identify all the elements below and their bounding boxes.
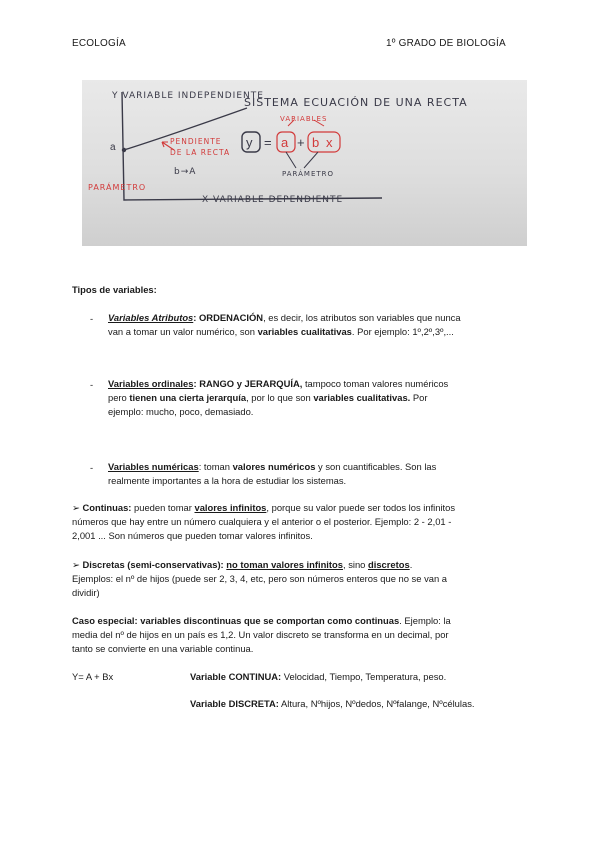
point-a-label: a bbox=[110, 142, 116, 153]
parametro-connector bbox=[286, 152, 318, 168]
line-equation-sketch bbox=[82, 80, 527, 246]
key-discretas: Discretas (semi-conservativas): bbox=[82, 559, 224, 570]
key-caso-especial: Caso especial: variables discontinuas que se comportan como continuas bbox=[72, 615, 400, 626]
handwritten-diagram-photo bbox=[82, 80, 527, 246]
term-atributos: Variables Atributos bbox=[108, 312, 194, 323]
bullet2-dash: - bbox=[90, 379, 94, 390]
b-arrow-label: b→A bbox=[174, 167, 197, 177]
term-numericas: Variables numéricas bbox=[108, 461, 199, 472]
key-jerarquia: tienen una cierta jerarquía bbox=[129, 392, 247, 403]
term-ordinales: Variables ordinales bbox=[108, 378, 194, 389]
bullet-ordinales: Variables ordinales: RANGO y JERARQUÍA, tampoco toman valores numéricos pero tienen una cierta jerarquía, por lo que son variables cualitativas. Por ejemplo: mucho, poco, demasiado. bbox=[108, 378, 449, 417]
y-axis-label: Y VARIABLE INDEPENDIENTE bbox=[112, 91, 264, 101]
eq-x: x bbox=[326, 135, 333, 150]
paragraph-caso-especial: Caso especial: variables discontinuas que se comportan como continuas. Ejemplo: la media del nº de hijos en un país es 1,2. Un valor discreto se transforma en un decimal, por tanto se convierte en una variable continua. bbox=[72, 615, 451, 654]
eq-y: y bbox=[246, 135, 253, 150]
bullet-numericas: Variables numéricas: toman valores numéricos y son cuantificables. Son las realmente importantes a la hora de estudiar los sistemas. bbox=[108, 461, 437, 486]
key-rango: RANGO y JERARQUÍA, bbox=[199, 378, 303, 389]
discreta-examples: Variable DISCRETA: Altura, Nºhijos, Nºdedos, Nºfalange, Nºcélulas. bbox=[190, 698, 475, 709]
x-axis-label: X VARIABLE DEPENDIENTE bbox=[202, 195, 344, 205]
bullet-atributos: Variables Atributos: ORDENACIÓN, es decir, los atributos son variables que nunca van a tomar un valor numérico, son variables cualitativas. Por ejemplo: 1º,2º,3º,... bbox=[108, 312, 461, 337]
pendiente-label-1: PENDIENTE bbox=[170, 137, 222, 146]
eq-a: a bbox=[281, 135, 289, 150]
bullet3-dash: - bbox=[90, 462, 94, 473]
line-equation-formula: Y= A + Bx bbox=[72, 671, 114, 682]
parametro-left-label: PARÁMETRO bbox=[88, 183, 147, 192]
eq-plus: + bbox=[297, 135, 305, 150]
continua-examples: Variable CONTINUA: Velocidad, Tiempo, Temperatura, peso. bbox=[190, 671, 447, 682]
key-valores-infinitos: valores infinitos bbox=[194, 502, 267, 513]
paragraph-discretas: ➢ Discretas (semi-conservativas): no toman valores infinitos, sino discretos. Ejemplos: el nº de hijos (puede ser 2, 3, 4, etc, pero son números enteros que no se van a dividir) bbox=[72, 559, 447, 598]
paragraph-continuas: ➢ Continuas: pueden tomar valores infinitos, porque su valor puede ser todos los infinitos números que hay entre un número cualquiera y el anterior o el posterior. Ejemplo: 2 - 2,01 - 2,001 ... Son números que pueden tomar valores infinitos. bbox=[72, 502, 456, 541]
key-cualitativas-1: variables cualitativas bbox=[257, 326, 352, 337]
intercept-point bbox=[122, 148, 126, 152]
header-subject: ECOLOGÍA bbox=[72, 38, 126, 49]
bullet1-dash: - bbox=[90, 313, 94, 324]
header-grade: 1º GRADO DE BIOLOGÍA bbox=[386, 38, 506, 49]
photo-title: SISTEMA ECUACIÓN DE UNA RECTA bbox=[244, 96, 468, 109]
variables-label: VARIABLES bbox=[280, 115, 328, 123]
parametro-eq-label: PARÁMETRO bbox=[282, 170, 335, 178]
key-no-infinitos: no toman valores infinitos bbox=[226, 559, 343, 570]
key-cualitativas-2: variables cualitativas. bbox=[313, 392, 411, 403]
key-discretos: discretos bbox=[368, 559, 410, 570]
pendiente-label-2: DE LA RECTA bbox=[170, 148, 231, 157]
label-variable-continua: Variable CONTINUA: bbox=[190, 671, 282, 682]
key-valores-numericos: valores numéricos bbox=[232, 461, 316, 472]
eq-equals: = bbox=[264, 135, 272, 150]
eq-b: b bbox=[312, 135, 320, 150]
label-variable-discreta: Variable DISCRETA: bbox=[190, 698, 279, 709]
section-title: Tipos de variables: bbox=[72, 284, 157, 295]
key-continuas: Continuas: bbox=[82, 502, 132, 513]
key-ordenacion: ORDENACIÓN bbox=[199, 312, 264, 323]
